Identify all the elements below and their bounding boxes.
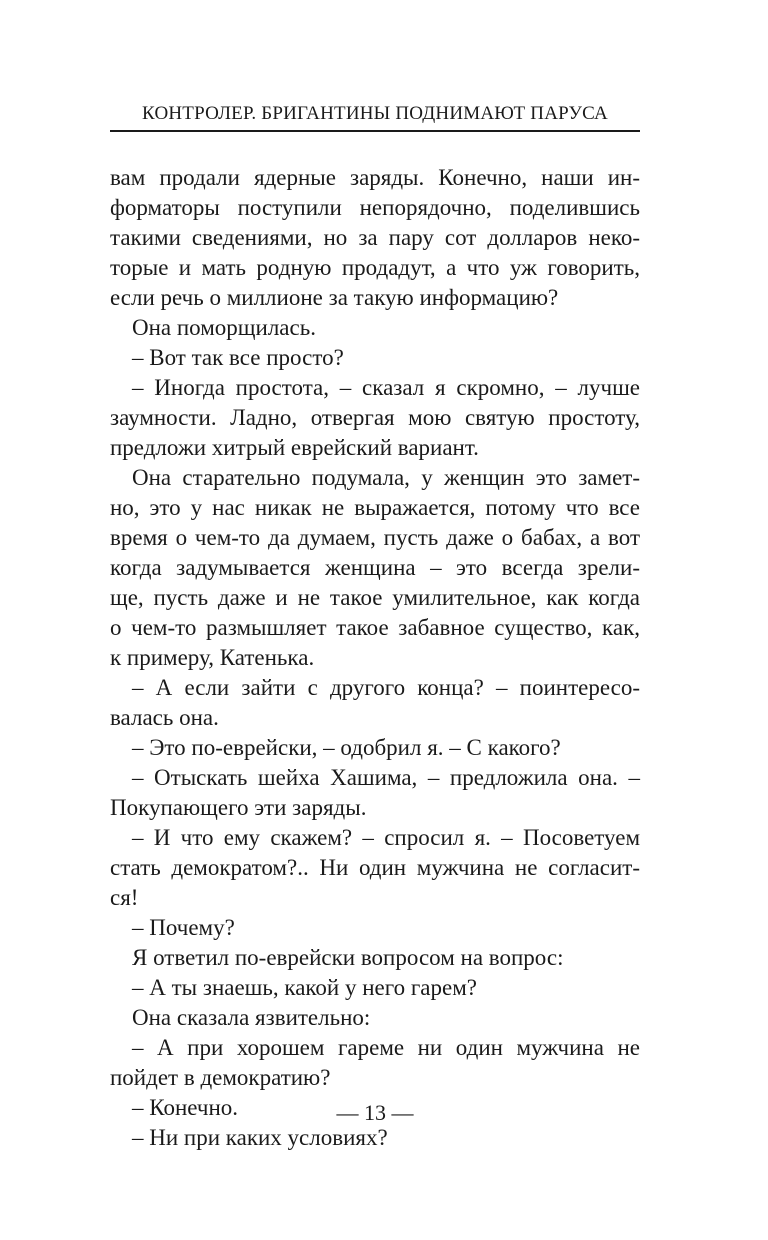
text-line: Она сказала язвительно: xyxy=(132,1005,371,1030)
header-rule xyxy=(110,130,640,132)
text-line: Я ответил по-еврейски вопросом на вопрос: xyxy=(132,945,564,970)
text-line: – И что ему скажем? – спросил я. – Посоветуем xyxy=(132,825,640,850)
text-line: ще, пусть даже и не такое умилительное, как когда xyxy=(110,585,640,610)
text-line: предложи хитрый еврейский вариант. xyxy=(110,435,479,460)
text-line: – Вот так все просто? xyxy=(132,345,344,370)
text-line: пойдет в демократию? xyxy=(110,1065,331,1090)
text-line: – Отыскать шейха Хашима, – предложила она. – xyxy=(132,765,640,790)
text-line: – Ни при каких условиях? xyxy=(132,1125,388,1150)
text-line: – Это по-еврейски, – одобрил я. – С какого? xyxy=(132,735,561,760)
text-line: – Почему? xyxy=(132,915,235,940)
text-line: – Конечно. xyxy=(132,1095,239,1120)
text-line: Она старательно подумала, у женщин это замет- xyxy=(132,465,640,490)
text-line: – Иногда простота, – сказал я скромно, – лучше xyxy=(132,375,640,400)
text-line: Она поморщилась. xyxy=(132,315,316,340)
text-line: – А ты знаешь, какой у него гарем? xyxy=(132,975,477,1000)
text-line: когда задумывается женщина – это всегда зрели- xyxy=(110,555,640,580)
text-line: время о чем-то да думаем, пусть даже о бабах, а вот xyxy=(110,525,640,550)
text-line: Покупающего эти заряды. xyxy=(110,795,367,820)
text-line: заумности. Ладно, отвергая мою святую простоту, xyxy=(110,405,640,430)
text-line: – А при хорошем гареме ни один мужчина не xyxy=(132,1035,640,1060)
text-line: такими сведениями, но за пару сот долларов неко- xyxy=(110,225,640,250)
text-line: о чем-то размышляет такое забавное существо, как, xyxy=(110,615,640,640)
text-line: форматоры поступили непорядочно, поделившись xyxy=(110,195,640,220)
text-line: – А если зайти с другого конца? – поинтересо- xyxy=(132,675,640,700)
text-line: ся! xyxy=(110,885,139,910)
text-line: стать демократом?.. Ни один мужчина не согласит- xyxy=(110,855,640,880)
text-line: валась она. xyxy=(110,705,219,730)
text-line: если речь о миллионе за такую информацию? xyxy=(110,285,559,310)
text-line: торые и мать родную продадут, а что уж говорить, xyxy=(110,255,640,280)
text-line: к примеру, Катенька. xyxy=(110,645,315,670)
running-head: КОНТРОЛЕР. БРИГАНТИНЫ ПОДНИМАЮТ ПАРУСА xyxy=(142,103,608,124)
body-text xyxy=(110,163,640,1153)
page-number: — 13 — xyxy=(336,1100,414,1125)
text-line: вам продали ядерные заряды. Конечно, наши ин- xyxy=(110,165,640,190)
text-line: но, это у нас никак не выражается, потому что все xyxy=(110,495,640,520)
